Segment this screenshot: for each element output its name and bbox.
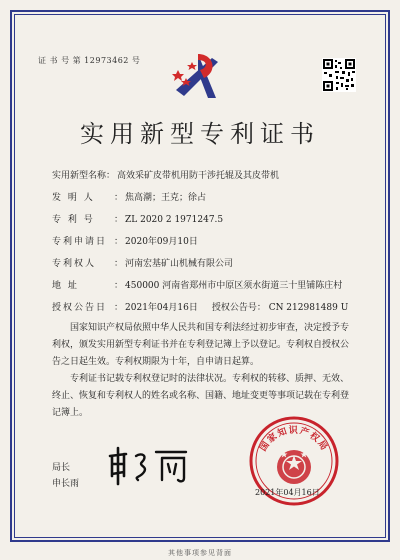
issue-date: 2021年04月16日 [255,488,320,497]
field-publication-number: 授权公告号： CN 212981489 U [211,303,349,313]
field-label: 实用新型名称 [52,171,107,181]
field-value: 450000 河南省郑州市中原区须水街道三十里铺陈庄村 [125,281,343,291]
field-application-date: 专利申请日 ： 2020年09月10日 [52,234,198,247]
field-label: 专利申请日 [52,237,108,247]
field-label: 发 明 人 [52,193,95,203]
field-label: 地 址 [52,281,79,291]
qr-code-icon [322,58,356,92]
field-value: 高效采矿皮带机用防干涉托辊及其皮带机 [117,171,280,181]
field-address: 地 址 ： 450000 河南省郑州市中原区须水街道三十里铺陈庄村 [52,278,342,291]
field-patentee: 专利权人 ： 河南宏基矿山机械有限公司 [52,256,233,269]
field-label: 授权公告日 [52,303,108,313]
field-label: 专利权人 [52,259,97,269]
cnipa-logo-icon [168,48,228,106]
footer-note: 其他事项参见背面 [168,549,232,557]
field-value: 河南宏基矿山机械有限公司 [125,259,234,269]
field-value: 2020年09月10日 [125,237,198,247]
field-inventors: 发 明 人 ： 焦高潮；王克；徐占 [52,190,206,203]
body-paragraph: 国家知识产权局依照中华人民共和国专利法经过初步审查，决定授予专利权，颁发实用新型专利证书并在专利登记簿上予以登记。专利权自授权公告之日起生效。专利权期限为十年，自申请日起算。 [52,323,350,367]
handwritten-signature-icon [104,442,194,488]
director-name: 申长雨 [52,479,80,489]
field-utility-model-name: 实用新型名称： 高效采矿皮带机用防干涉托辊及其皮带机 [52,171,280,181]
certificate-number: 证 书 号 第 12973462 号 [38,56,141,65]
body-paragraph: 专利证书记载专利权登记时的法律状况。专利权的转移、质押、无效、终止、恢复和专利权人的姓名或名称、国籍、地址变更等事项记载在专利登记簿上。 [52,374,350,418]
certificate-body-text [52,320,356,422]
field-patent-number: 专 利 号 ： ZL 2020 2 1971247.5 [52,212,223,225]
field-label: 专 利 号 [52,215,95,225]
field-grant-date: 授权公告日 ： 2021年04月16日 授权公告号： CN 212981489 U [52,300,348,313]
certificate-title: 实用新型专利证书 [80,120,320,148]
seal-text: 国家知识产权局 [258,426,330,454]
field-value: 2021年04月16日 [125,303,198,313]
director-title: 局长 [52,463,71,473]
field-value: ZL 2020 2 1971247.5 [125,215,224,225]
field-value: 焦高潮；王克；徐占 [125,193,207,203]
